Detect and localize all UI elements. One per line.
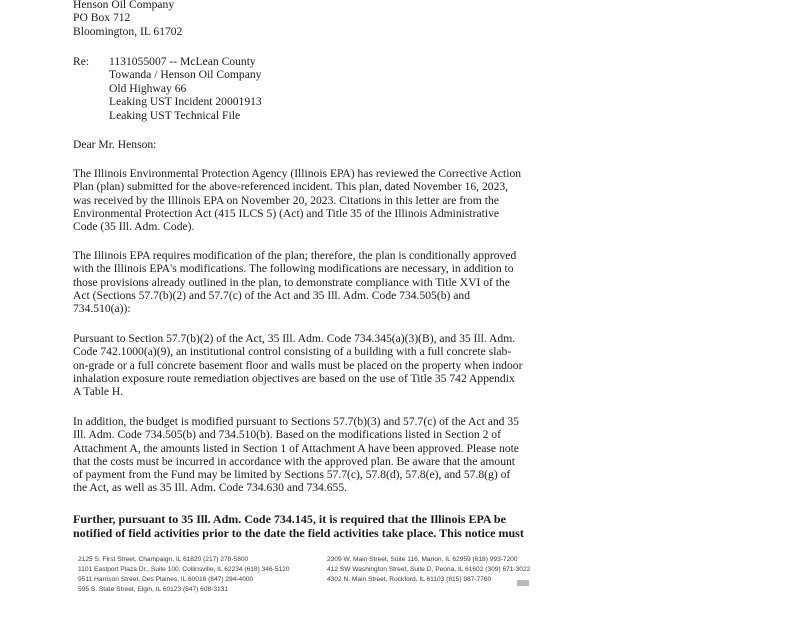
paragraph-line: Code (35 Ill. Adm. Code). bbox=[73, 220, 195, 234]
footer-address: 595 S. State Street, Elgin, IL 60123 (847) 608-3131 bbox=[78, 586, 229, 593]
footer-address: 1101 Eastport Plaza Dr., Suite 100, Collinsville, IL 62234 (618) 346-5120 bbox=[78, 566, 290, 573]
re-line: Leaking UST Technical File bbox=[109, 109, 241, 122]
paragraph-line: 734.510(a)): bbox=[73, 302, 131, 316]
salutation: Dear Mr. Henson: bbox=[73, 138, 157, 151]
paragraph-line: of payment from the Fund may be limited by Sections 57.7(c), 57.8(d), 57.8(e), and 57.8(g) of bbox=[73, 468, 511, 482]
footer-address: 2125 S. First Street, Champaign, IL 61820 (217) 278-5800 bbox=[78, 556, 249, 563]
paragraph-line: Further, pursuant to 35 Ill. Adm. Code 734.145, it is required that the Illinois EPA be bbox=[73, 512, 506, 526]
paragraph-line: those provisions already outlined in the plan, to demonstrate compliance with Title XVI of the bbox=[73, 275, 510, 289]
paragraph-line: The Illinois Environmental Protection Agency (Illinois EPA) has reviewed the Corrective Action bbox=[73, 167, 522, 180]
paragraph-line: Pursuant to Section 57.7(b)(2) of the Act, 35 Ill. Adm. Code 734.345(a)(3)(B), and 35 Ill. Adm. bbox=[73, 332, 516, 345]
recipient-city: Bloomington, IL 61702 bbox=[73, 25, 183, 38]
paragraph-line: In addition, the budget is modified pursuant to Sections 57.7(b)(3) and 57.7(c) of the Act and 35 bbox=[73, 415, 519, 428]
footer-address: 4302 N. Main Street, Rockford, IL 61103 (815) 987-7760 bbox=[327, 576, 492, 583]
re-label: Re: bbox=[73, 55, 90, 68]
re-line: Leaking UST Incident 20001913 bbox=[109, 95, 262, 108]
paragraph-line: Ill. Adm. Code 734.505(b) and 734.510(b). Based on the modifications listed in Section 2 of bbox=[73, 428, 501, 442]
paragraph-line: that the costs must be incurred in accordance with the approved plan. Be aware that the amount bbox=[73, 454, 516, 468]
paragraph-line: Attachment A, the amounts listed in Section 1 of Attachment A have been approved. Please note bbox=[73, 441, 519, 455]
paragraph-line: with the Illinois EPA's modifications. The following modifications are necessary, in addition to bbox=[73, 262, 514, 276]
paragraph-line: A Table H. bbox=[73, 385, 124, 399]
body-paragraph-2 bbox=[73, 249, 553, 315]
recycled-paper-mark bbox=[517, 580, 529, 586]
paragraph-line: Act (Sections 57.7(b)(2) and 57.7(c) of the Act and 35 Ill. Adm. Code 734.505(b) and bbox=[73, 288, 471, 302]
bold-notice-paragraph bbox=[73, 512, 553, 540]
footer-address: 412 SW Washington Street, Suite D, Peoria, IL 61602 (309) 671-3022 bbox=[327, 566, 531, 573]
paragraph-line: was received by the Illinois EPA on November 20, 2023. Citations in this letter are from the bbox=[73, 193, 499, 207]
body-paragraph-1 bbox=[73, 167, 553, 233]
footer-address: 2309 W. Main Street, Suite 116, Marion, IL 62959 (618) 993-7200 bbox=[327, 556, 518, 563]
re-line: Towanda / Henson Oil Company bbox=[109, 68, 262, 81]
recipient-po-box: PO Box 712 bbox=[73, 11, 131, 24]
body-paragraph-3 bbox=[73, 332, 553, 398]
re-line: Old Highway 66 bbox=[109, 82, 187, 95]
recipient-company: Henson Oil Company bbox=[73, 0, 175, 11]
paragraph-line: Code 742.1000(a)(9), an institutional control consisting of a building with a full concrete slab- bbox=[73, 345, 512, 359]
paragraph-line: Environmental Protection Act (415 ILCS 5) (Act) and Title 35 of the Illinois Administrative bbox=[73, 206, 500, 220]
paragraph-line: inhalation exposure route remediation objectives are based on the use of Title 35 742 Appendix bbox=[73, 371, 515, 385]
body-paragraph-4 bbox=[73, 415, 553, 495]
footer-address: 9511 Harrison Street, Des Plaines, IL 60016 (847) 294-4000 bbox=[78, 576, 254, 583]
re-line: 1131055007 -- McLean County bbox=[109, 55, 256, 68]
paragraph-line: Plan (plan) submitted for the above-referenced incident. This plan, dated November 16, 2023, bbox=[73, 180, 509, 194]
paragraph-line: on-grade or a full concrete basement floor and walls must be placed on the property when indoor bbox=[73, 358, 523, 372]
paragraph-line: notified of field activities prior to the date the field activities take place. This notice must bbox=[73, 526, 524, 540]
paragraph-line: The Illinois EPA requires modification of the plan; therefore, the plan is conditionally approved bbox=[73, 249, 517, 262]
paragraph-line: the Act, as well as 35 Ill. Adm. Code 734.630 and 734.655. bbox=[73, 481, 348, 495]
